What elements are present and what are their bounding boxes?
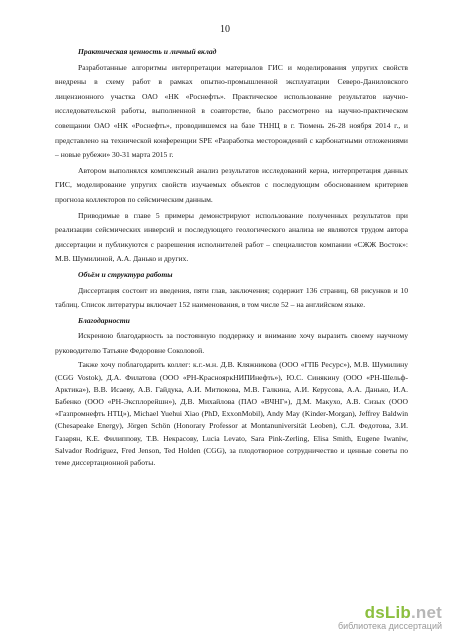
section-heading-structure: Объём и структура работы <box>78 269 173 279</box>
watermark-subtitle: библиотека диссертаций <box>337 621 442 631</box>
paragraph: Также хочу поблагодарить коллег: к.г.-м.н. Д.В. Кляжникова (ООО «ГПБ Ресурс»), М.В. Шумилину (CGG Vostok), Д.А. Филатова (ООО «РН-КраснояркНИПИнефть»), Ю.С. Синякину (ООО «РН-Шельф-Арктика»), В.В. Исаеву, А.В. Гайдука, А.И. Митюкова, М.В. Галкина, А.И. Керусова, А.А. Данько, И.А. Бабенко (ООО «РН-Эксплорейшн»), Д.В. Михайлова (ПАО «ВЧНГ»), Д.М. Макухо, А.В. Сизых (ООО «Газпромнефть НТЦ»), Michael Yuehui Xiao (PhD, ExxonMobil), Andy May (Kinder-Morgan), Jeffrey Baldwin (Chesapeake Energy), Jörgen Schön (Honorary Professor at Montanuniversität Leoben), С.Л. Федотова, З.И. Газарян, К.Е. Филиппову, Т.В. Некрасову, Lucia Levato, Sara Pink-Zerling, Elisa Smith, Eugene Iwaniw, Salvador Rodriguez, Fred Jenson, Ted Holden (CGG), за плодотворное сотрудничество и ценные советы по теме диссертационной работы. <box>55 360 408 468</box>
section-heading-thanks: Благодарности <box>78 315 130 325</box>
paragraph: Диссертация состоит из введения, пяти глав, заключения; содержит 136 страниц, 68 рисунков и 10 таблиц. Список литературы включает 152 наименования, в том числе 52 – на английском языке. <box>55 285 408 310</box>
paragraph: Разработанные алгоритмы интерпретации материалов ГИС и моделирования упругих свойств внедрены в схему работ в рамках опытно-промышленной эксплуатации Северо-Даниловского лицензионного участка ОАО «НК «Роснефть». Практическое использование результатов научно-исследовательской работы, выполненной в соавторстве, было рассмотрено на научно-практическом совещании ОАО «НК «Роснефть», проводившемся на базе ТННЦ в г. Тюмень 26-28 ноября 2014 г., и представлено на технической конференции SPE «Разработка месторождений с карбонатными отложениями – новые рубежи» 30-31 марта 2015 г. <box>55 62 408 160</box>
paragraph: Искренюю благодарность за постоянную поддержку и внимание хочу выразить своему научному руководителю Татьяне Федоровне Соколовой. <box>55 331 408 355</box>
paragraph: Приводимые в главе 5 примеры демонстрируют использование полученных результатов при реализации сейсмических инверсий и последующего геологического анализа не являются трудом автора диссертации и публикуются с разрешения исполнителей работ – специалистов компании «СЖЖ Восток»: М.В. Шумилиной, А.А. Данько и других. <box>55 210 408 264</box>
page-number: 10 <box>220 24 230 35</box>
watermark-logo-main: dsLib <box>364 603 411 622</box>
paragraph: Автором выполнялся комплексный анализ результатов исследований керна, интерпретация данных ГИС, моделирование упругих свойств изучаемых объектов с последующим обоснованием критериев прогноза коллекторов по сейсмическим данным. <box>55 165 408 204</box>
document-body <box>55 45 408 470</box>
watermark-logo-tld: .net <box>410 603 442 622</box>
watermark-logo[interactable] <box>302 603 442 631</box>
section-heading-practical: Практическая ценность и личный вклад <box>78 47 217 56</box>
